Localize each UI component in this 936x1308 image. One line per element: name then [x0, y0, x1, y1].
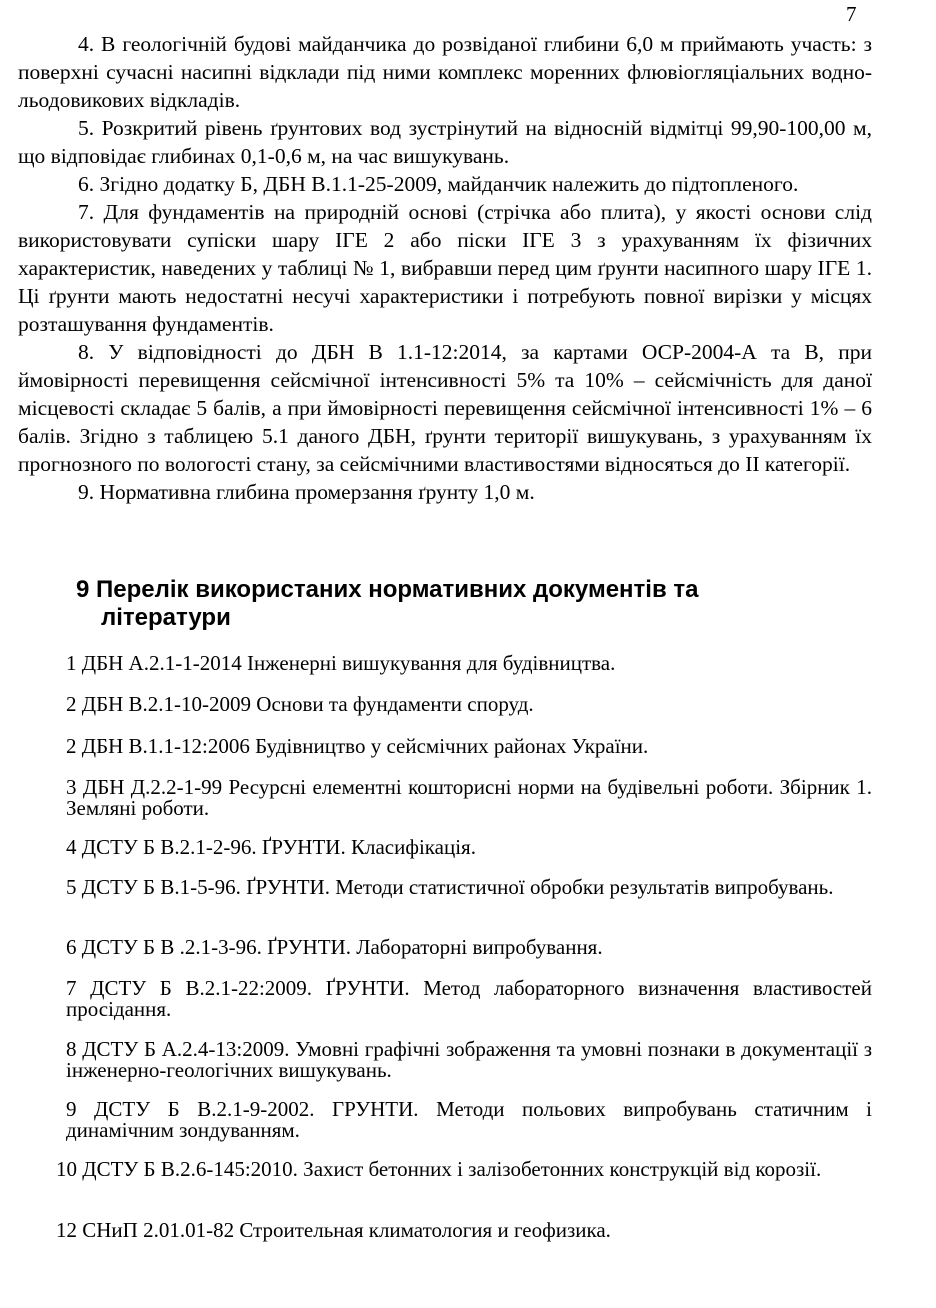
reference-item: 6 ДСТУ Б В .2.1-3-96. ҐРУНТИ. Лабораторні випробування. [66, 935, 603, 959]
section-heading-line-2: літератури [101, 604, 231, 631]
reference-item: 1 ДБН А.2.1-1-2014 Інженерні вишукування для будівництва. [66, 651, 616, 675]
reference-item: 3 ДБН Д.2.2-1-99 Ресурсні елементні кошторисні норми на будівельні роботи. Збірник 1. Земляні роботи. [66, 775, 872, 820]
reference-item: 10 ДСТУ Б В.2.6-145:2010. Захист бетонних і залізобетонних конструкцій від корозії. [56, 1157, 822, 1181]
section-heading-line-1: 9 Перелік використаних нормативних документів та [76, 576, 699, 603]
paragraph-8: 8. У відповідності до ДБН В 1.1-12:2014, за картами ОСР-2004-А та В, при ймовірності перевищення сейсмічної інтенсивності 5% та 10% – сейсмічність для даної місцевості складає 5 балів, а при ймовірності перевищення сейсмічної інтенсивності 1% – 6 балів. Згідно з таблицею 5.1 даного ДБН, ґрунти території вишукувань, з урахуванням їх прогнозного по вологості стану, за сейсмічними властивостями відносяться до ІІ категорії. [18, 340, 872, 476]
reference-item: 4 ДСТУ Б В.2.1-2-96. ҐРУНТИ. Класифікація. [66, 835, 476, 859]
reference-item: 2 ДБН В.2.1-10-2009 Основи та фундаменти споруд. [66, 692, 534, 716]
reference-item: 9 ДСТУ Б В.2.1-9-2002. ГРУНТИ. Методи польових випробувань статичним і динамічним зондуванням. [66, 1097, 872, 1142]
paragraph-6: 6. Згідно додатку Б, ДБН В.1.1-25-2009, майданчик належить до підтопленого. [78, 172, 799, 196]
paragraph-5: 5. Розкритий рівень ґрунтових вод зустрінутий на відносній відмітці 99,90-100,00 м, що відповідає глибинах 0,1-0,6 м, на час вишукувань. [18, 116, 872, 168]
reference-item: 7 ДСТУ Б В.2.1-22:2009. ҐРУНТИ. Метод лабораторного визначення властивостей просідання. [66, 976, 872, 1021]
body-text [18, 30, 872, 506]
reference-item: 8 ДСТУ Б А.2.4-13:2009. Умовні графічні зображення та умовні познаки в документації з інженерно-геологічних вишукувань. [66, 1037, 872, 1082]
reference-item: 2 ДБН В.1.1-12:2006 Будівництво у сейсмічних районах України. [66, 734, 649, 758]
reference-item: 12 СНиП 2.01.01-82 Строительная климатология и геофизика. [56, 1218, 611, 1242]
paragraph-9: 9. Нормативна глибина промерзання ґрунту 1,0 м. [78, 480, 535, 504]
reference-item: 5 ДСТУ Б В.1-5-96. ҐРУНТИ. Методи статистичної обробки результатів випробувань. [66, 875, 834, 899]
paragraph-4: 4. В геологічній будові майданчика до розвіданої глибини 6,0 м приймають участь: з поверхні сучасні насипні відклади під ними комплекс моренних флювіогляціальних водно-льодовикових відкладів. [18, 32, 872, 112]
paragraph-7: 7. Для фундаментів на природній основі (стрічка або плита), у якості основи слід використовувати супіски шару ІГЕ 2 або піски ІГЕ 3 з урахуванням їх фізичних характеристик, наведених у таблиці № 1, вибравши перед цим ґрунти насипного шару ІГЕ 1. Ці ґрунти мають недостатні несучі характеристики і потребують повної вирізки у місцях розташування фундаментів. [18, 200, 872, 336]
page-number: 7 [846, 2, 857, 26]
section-heading [76, 576, 876, 632]
